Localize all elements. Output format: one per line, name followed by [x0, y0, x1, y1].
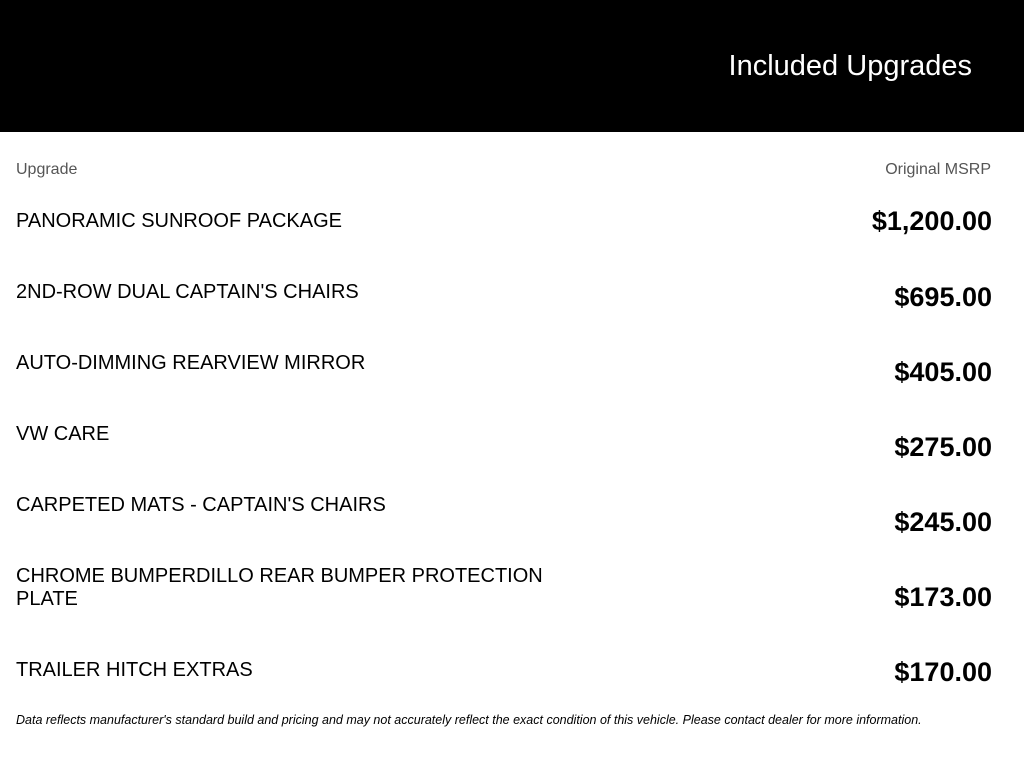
- upgrade-name: CARPETED MATS - CAPTAIN'S CHAIRS: [16, 494, 386, 516]
- upgrade-name: AUTO-DIMMING REARVIEW MIRROR: [16, 352, 366, 374]
- upgrade-price: $245.00: [894, 507, 992, 537]
- upgrade-price: $173.00: [894, 582, 992, 612]
- upgrade-price: $695.00: [894, 282, 992, 312]
- upgrade-row: [0, 206, 1024, 270]
- upgrade-price: $405.00: [894, 357, 992, 387]
- upgrade-name: PANORAMIC SUNROOF PACKAGE: [16, 210, 342, 232]
- upgrade-row: [0, 494, 1024, 554]
- upgrade-row: [0, 423, 1024, 483]
- upgrade-row: [0, 281, 1024, 341]
- column-header-msrp: Original MSRP: [885, 161, 991, 178]
- upgrade-name: VW CARE: [16, 423, 110, 445]
- upgrade-price: $170.00: [894, 657, 992, 687]
- upgrade-price: $1,200.00: [871, 206, 992, 236]
- upgrade-name: 2ND-ROW DUAL CAPTAIN'S CHAIRS: [16, 281, 359, 303]
- header-banner: [0, 0, 1024, 132]
- upgrade-row: [0, 565, 1024, 625]
- upgrade-price: $275.00: [894, 432, 992, 462]
- upgrade-row: [0, 352, 1024, 412]
- upgrade-row: [0, 659, 1024, 719]
- page-title: Included Upgrades: [728, 50, 972, 82]
- upgrade-name: TRAILER HITCH EXTRAS: [16, 659, 253, 681]
- upgrade-name: CHROME BUMPERDILLO REAR BUMPER PROTECTION PLATE: [16, 565, 543, 610]
- disclaimer-text: Data reflects manufacturer's standard build and pricing and may not accurately reflect the exact condition of this vehicle. Please contact dealer for more information.: [16, 713, 922, 727]
- column-header-upgrade: Upgrade: [16, 161, 78, 178]
